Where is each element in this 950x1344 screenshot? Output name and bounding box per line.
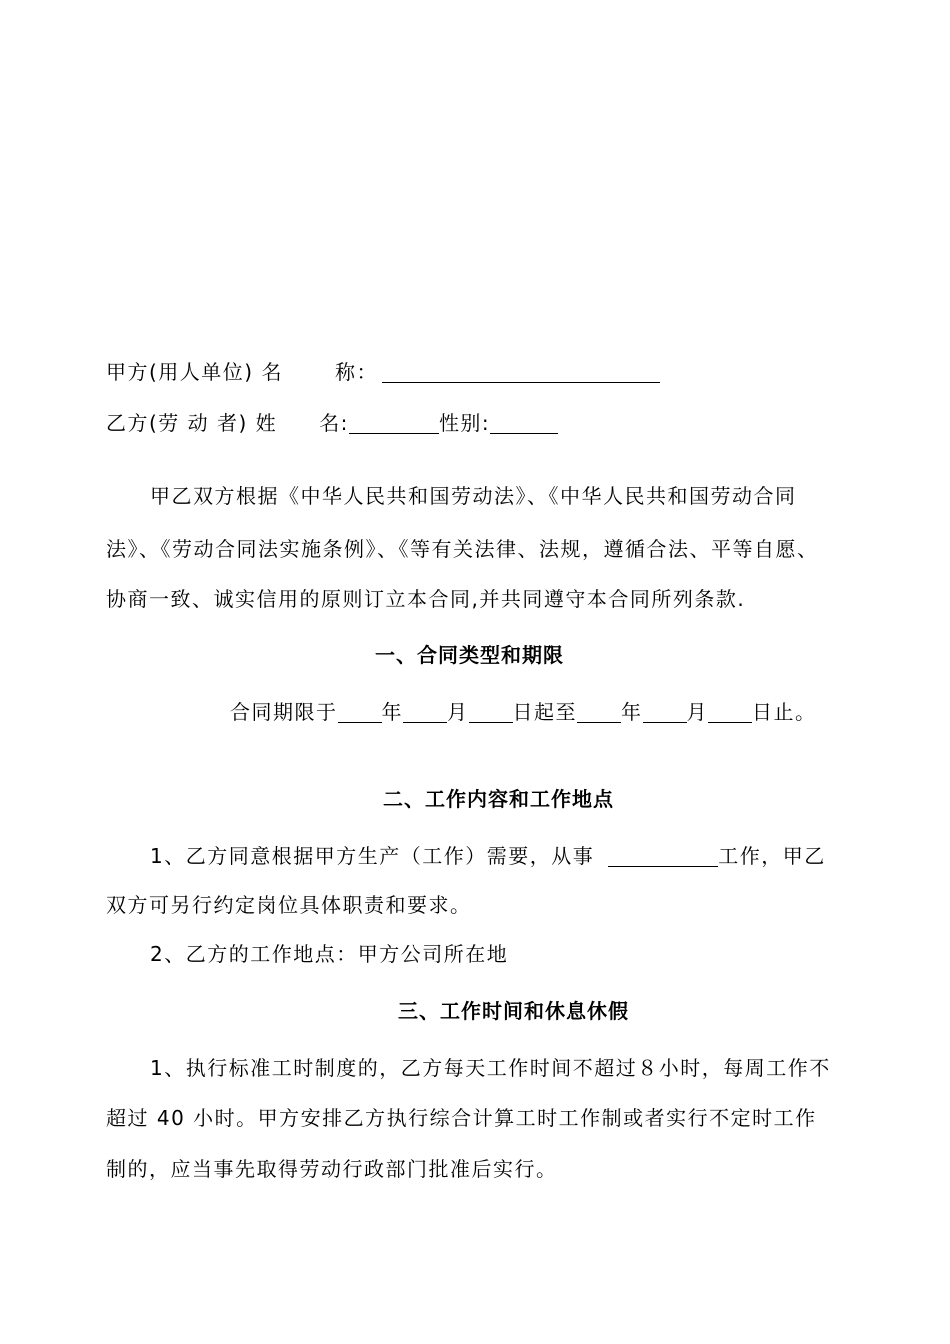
term-start-day-field[interactable]: [469, 700, 513, 723]
term-year2-label: 年: [621, 700, 643, 724]
term-start-year-field[interactable]: [338, 700, 382, 723]
party-b-label: 乙方(劳 动 者) 姓: [106, 411, 278, 435]
section-3-item-1-line-3: 制的，应当事先取得劳动行政部门批准后实行。: [106, 1157, 558, 1181]
section-2-item-2: 2、乙方的工作地点：甲方公司所在地: [150, 942, 509, 966]
intro-line-3: 协商一致、诚实信用的原则订立本合同,并共同遵守本合同所列条款.: [106, 587, 746, 611]
party-a-label: 甲方(用人单位) 名: [106, 360, 283, 384]
section-2-item-1: [150, 842, 826, 870]
contract-term-row: [230, 698, 817, 726]
party-b-name-suffix: 名:: [319, 411, 349, 435]
term-month-label: 月: [447, 700, 469, 724]
term-day-end-label: 日止。: [752, 700, 817, 724]
intro-line-1: 甲乙双方根据《中华人民共和国劳动法》、《中华人民共和国劳动合同: [150, 484, 797, 508]
term-year-label: 年: [381, 700, 403, 724]
party-b-gender-field[interactable]: [490, 411, 558, 434]
term-month2-label: 月: [686, 700, 708, 724]
intro-line-2: 法》、《劳动合同法实施条例》、《等有关法律、法规，遵循合法、平等自愿、: [106, 537, 819, 561]
term-end-day-field[interactable]: [708, 700, 752, 723]
party-b-name-field[interactable]: [349, 411, 439, 434]
party-a-name-field[interactable]: [382, 360, 660, 383]
party-b-row: [106, 409, 558, 437]
party-a-label-suffix: 称：: [334, 360, 378, 384]
party-b-gender-label: 性别:: [438, 411, 491, 435]
section-3-title: 三、工作时间和休息休假: [398, 999, 629, 1023]
job-field[interactable]: [608, 844, 718, 867]
item-1-prefix: 1、乙方同意根据甲方生产（工作）需要，从事: [150, 844, 595, 868]
term-end-year-field[interactable]: [577, 700, 621, 723]
section-3-item-1-line-1: 1、执行标准工时制度的，乙方每天工作时间不超过８小时，每周工作不: [150, 1056, 831, 1080]
section-2-title: 二、工作内容和工作地点: [383, 787, 614, 811]
section-1-title: 一、合同类型和期限: [375, 643, 564, 667]
item-1-suffix: 工作，甲乙: [718, 844, 826, 868]
term-prefix: 合同期限于: [230, 700, 338, 724]
term-end-month-field[interactable]: [643, 700, 687, 723]
term-start-month-field[interactable]: [403, 700, 447, 723]
section-3-item-1-line-2: 超过 40 小时。甲方安排乙方执行综合计算工时工作制或者实行不定时工作: [106, 1106, 817, 1130]
term-day-from-label: 日起至: [512, 700, 577, 724]
section-2-item-1-line-2: 双方可另行约定岗位具体职责和要求。: [106, 893, 472, 917]
party-a-row: [106, 358, 660, 386]
